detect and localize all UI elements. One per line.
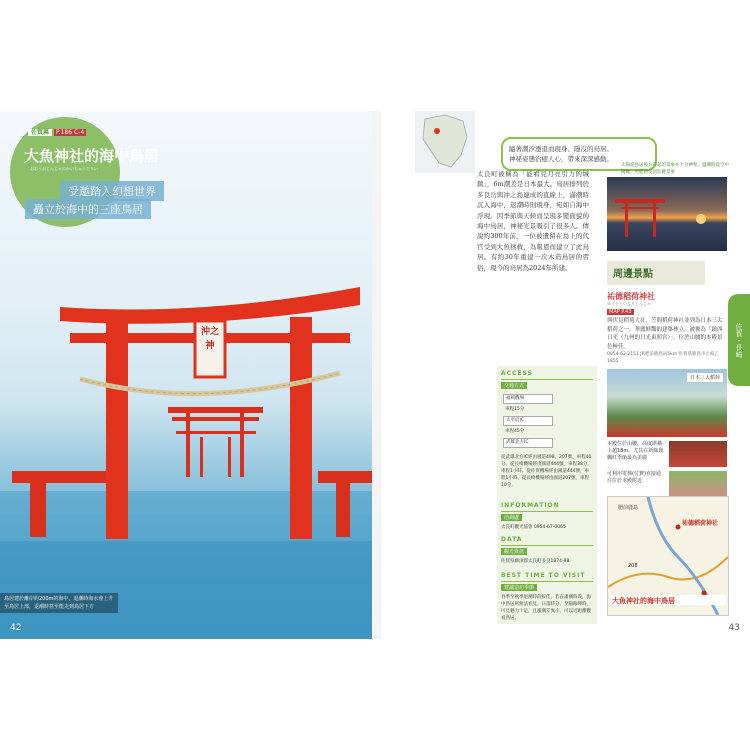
photo-caption: 鳥居建於離岸約200m的海中，退潮時海水會上升至鳥居上部，退潮時甚至能走到鳥居下方 <box>0 593 118 613</box>
map-label-target: 大魚神社的海中鳥居 <box>612 597 675 605</box>
mini-caption-1: 本殿位於山腰，高度堪稱上超18m，尤其在新綠與楓紅季節最為美麗 <box>607 441 664 461</box>
shrine-info: 0954-62-2151 JR肥前鹿島站5km 佐賀県鹿島市古枝乙1855 <box>607 352 720 364</box>
right-page <box>381 111 750 639</box>
page-gutter <box>372 111 381 639</box>
information-sub-label: 洽詢處 <box>501 514 522 521</box>
access-heading: ACCESS <box>501 370 533 377</box>
access-notes: 從武雄北方IC經由國道498、207號，車程40分。從長崎機場經由國道444號，車程38分。車程1小時。從佐賀機場經由國道444號，車程1小時。從長崎機場經由國道207號，車程10分。 <box>501 455 592 488</box>
shrine-photo-label: 日本三大稻荷 <box>687 373 723 382</box>
kyushu-inset-map <box>415 111 475 173</box>
route-map <box>607 496 729 616</box>
left-page <box>0 111 372 639</box>
location-marker-icon <box>434 128 440 134</box>
divider <box>501 379 593 380</box>
data-heading: DATA <box>501 536 523 543</box>
title-reading: おおうおじんじゃのかいちゅうとりい <box>30 166 98 171</box>
divider <box>501 511 593 512</box>
shrine-map-ref: MAP P.43 <box>609 309 632 315</box>
shrine-description: 與伏見稻荷大社、笠間稻荷神社並列為日本三大稻荷之一，華麗鮮豔的建築林立，被譽為「鎮西日光（九州的日光東照宮）」。位於山腰的本殿景色極佳。 <box>607 318 723 350</box>
shimenawa-plaque: 沖之神 <box>200 327 219 351</box>
access-sub-label: 交通方式 <box>501 382 527 389</box>
information-heading: INFORMATION <box>501 502 560 509</box>
map-label-road: 208 <box>628 563 638 569</box>
nearby-header: 周邊景點 <box>607 261 705 285</box>
best-time-sub-label: 建議造訪季節 <box>501 584 537 591</box>
route-step-1: 福岡機場 <box>503 394 553 404</box>
page-title: 大魚神社的海中鳥居 <box>24 147 160 165</box>
page-number-right: 43 <box>728 623 740 633</box>
route-step-5: 武雄北方IC <box>503 438 553 448</box>
shrine-reading: ゆうとくいなりじんじゃ <box>607 301 651 306</box>
map-label-station: 肥前鹿島 <box>618 505 639 511</box>
shrine-marker-icon <box>676 525 681 530</box>
area-name: 佐賀縣 <box>28 129 52 136</box>
divider <box>501 581 593 582</box>
catch-line-1: 受邀踏入幻想世界 <box>60 181 164 201</box>
map-ref: P.186 C-4 <box>56 129 85 136</box>
body-text: 太良町被稱為「能看見月亮引力的城鎮」，6m潮差是日本最大。鳥居排列於多良岳與冲之島連成的直線上，滿潮時沉入海中，退潮時則現身，宛如自海中浮現。因季節與天候而呈現多變面貌的海中鳥居，神秘光景吸引了很多人。傳說約300年前，一位被遺留在島上的代官受到大魚拯救，為報恩而建立了此鳥居。有約30年重建一次木造鳥居的習俗，現今的鳥居為2024年所建。 <box>477 170 589 272</box>
divider <box>501 545 593 546</box>
sun-icon <box>696 214 706 224</box>
route-step-3: 太宰府IC <box>503 416 553 426</box>
page-number-left: 42 <box>10 623 22 633</box>
map-label-shrine: 祐德稻荷神社 <box>682 520 719 527</box>
data-sub-label: 觀光資訊 <box>501 548 527 555</box>
route-step-4: 車程45分 <box>505 429 525 434</box>
mini-caption-2: 可利用電梯(付費)直接通往位於本殿附近 <box>607 471 661 484</box>
target-marker-icon <box>702 591 707 596</box>
info-column <box>497 366 597 624</box>
region-side-tab: 佐賀・長崎 <box>728 294 750 386</box>
mini-photo-1 <box>669 441 727 467</box>
shrine-photo <box>607 369 727 437</box>
shrine-name: 祐德稻荷神社 <box>607 292 655 301</box>
information-text: 太良町觀光協會 0954-67-0065 <box>501 525 566 530</box>
best-time-heading: BEST TIME TO VISIT <box>501 572 586 579</box>
sunset-note: 太陽從鳥居後方升起的景象亦十分神聖。溫潮時從空中俯瞰，更能感受到壯麗景象 <box>621 163 729 175</box>
quote-line-2: 神秘姿態治癒人心，帶來深深感動。 <box>509 155 613 163</box>
catch-line-2: 矗立於海中的三座鳥居 <box>25 199 151 219</box>
sunset-photo <box>607 177 727 251</box>
data-text: 佐賀県藤津郡太良町多良1874-98 <box>501 559 570 564</box>
route-step-2: 車程15分 <box>505 407 525 412</box>
quote-line-1: 隨著潮汐漲退而現身、隱沒的鳥居。 <box>509 145 613 153</box>
sunset-torii <box>615 199 665 237</box>
far-torii <box>168 407 263 477</box>
best-time-text: 春季至秋季退潮時段較佳，若在滿潮時段，海中鳥居則無法看見。日落時分、夕陽餘暉時，可見魅力十足，且漲潮差異小，可以近距離觀看鳥居。 <box>501 595 591 621</box>
area-tag <box>28 127 86 136</box>
